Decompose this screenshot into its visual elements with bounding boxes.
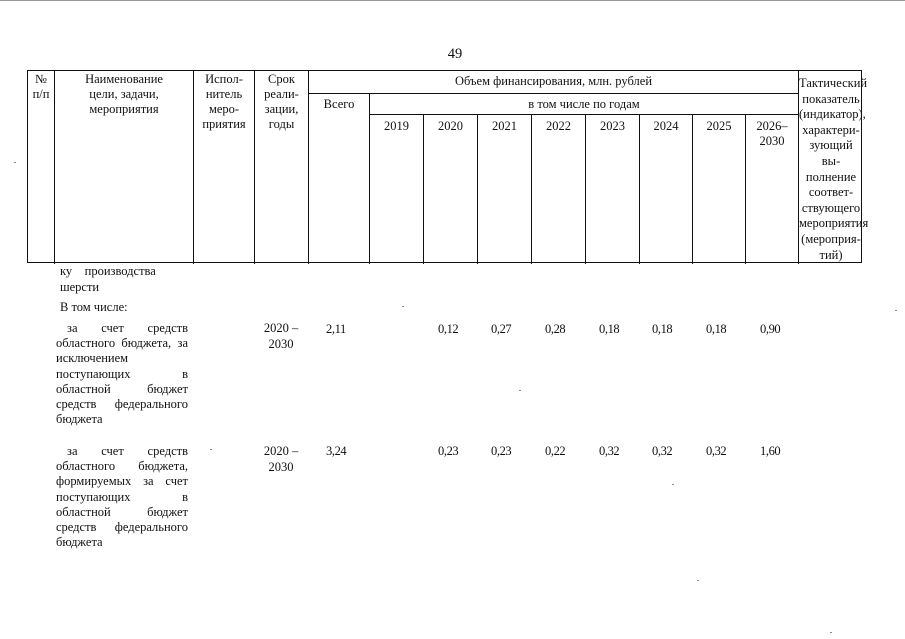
header-num: № п/п bbox=[32, 72, 50, 101]
row-description: за счет средств областного бюджета, формируемых за счет поступающих в областной бюджет средств федерального бюджета bbox=[56, 444, 188, 550]
row-value-2021: 0,23 bbox=[491, 444, 512, 458]
scan-speck bbox=[830, 632, 832, 633]
col-divider bbox=[639, 115, 640, 264]
header-year: 2022 bbox=[546, 119, 571, 133]
row-value-2024: 0,18 bbox=[652, 322, 673, 336]
row-value-2020: 0,23 bbox=[438, 444, 459, 458]
row-value-2024: 0,32 bbox=[652, 444, 673, 458]
continuation-line: ку производства bbox=[60, 264, 156, 278]
row-value-2026-2030: 1,60 bbox=[760, 444, 781, 458]
row-value-2025: 0,18 bbox=[706, 322, 727, 336]
row-value-2021: 0,27 bbox=[491, 322, 512, 336]
header-year: 2020 bbox=[438, 119, 463, 133]
col-divider bbox=[585, 115, 586, 264]
header-year: 2026– 2030 bbox=[756, 119, 788, 148]
scan-speck bbox=[672, 484, 674, 485]
header-year: 2023 bbox=[600, 119, 625, 133]
page-number: 49 bbox=[447, 46, 463, 62]
row-value-2022: 0,28 bbox=[545, 322, 566, 336]
row-value-2023: 0,18 bbox=[599, 322, 620, 336]
scan-speck bbox=[210, 449, 212, 450]
row-value-2020: 0,12 bbox=[438, 322, 459, 336]
header-year: 2021 bbox=[492, 119, 517, 133]
header-name: Наименование цели, задачи, мероприятия bbox=[85, 72, 163, 116]
row-total: 2,11 bbox=[326, 322, 346, 336]
row-value-2023: 0,32 bbox=[599, 444, 620, 458]
header-executor: Испол- нитель меро- приятия bbox=[202, 72, 246, 131]
row-value-2026-2030: 0,90 bbox=[760, 322, 781, 336]
scan-speck bbox=[402, 306, 404, 307]
continuation-line: шерсти bbox=[60, 280, 100, 294]
scan-speck bbox=[519, 390, 521, 391]
row-value-2022: 0,22 bbox=[545, 444, 566, 458]
col-divider bbox=[692, 115, 693, 264]
header-finance: Объем финансирования, млн. рублей bbox=[454, 74, 653, 88]
scan-speck bbox=[14, 162, 16, 163]
including-label: В том числе: bbox=[60, 300, 128, 314]
header-total: Всего bbox=[323, 97, 355, 111]
col-divider bbox=[477, 115, 478, 264]
scan-speck bbox=[697, 580, 699, 581]
page-top-border bbox=[0, 0, 905, 1]
scan-speck bbox=[895, 310, 897, 311]
header-by-years: в том числе по годам bbox=[528, 97, 640, 111]
header-year: 2025 bbox=[706, 119, 732, 133]
row-term: 2020 – 2030 bbox=[263, 444, 299, 474]
col-divider bbox=[423, 115, 424, 264]
header-year: 2019 bbox=[384, 119, 409, 133]
row-value-2025: 0,32 bbox=[706, 444, 727, 458]
header-year: 2024 bbox=[653, 119, 679, 133]
row-description: за счет средств областного бюджета, за исключением поступающих в областной бюджет средств федерального бюджета bbox=[56, 321, 188, 427]
header-indicator: Тактический показатель (индикатор), характери- зующий вы- полнение соответ- ствующего мероприятия (мероприя- тий) bbox=[799, 76, 869, 262]
table-header bbox=[27, 70, 869, 263]
header-term: Срок реали- зации, годы bbox=[264, 72, 299, 131]
row-total: 3,24 bbox=[326, 444, 347, 458]
col-divider bbox=[531, 115, 532, 264]
row-divider bbox=[369, 114, 798, 115]
row-divider bbox=[308, 93, 798, 94]
row-term: 2020 – 2030 bbox=[263, 321, 299, 351]
